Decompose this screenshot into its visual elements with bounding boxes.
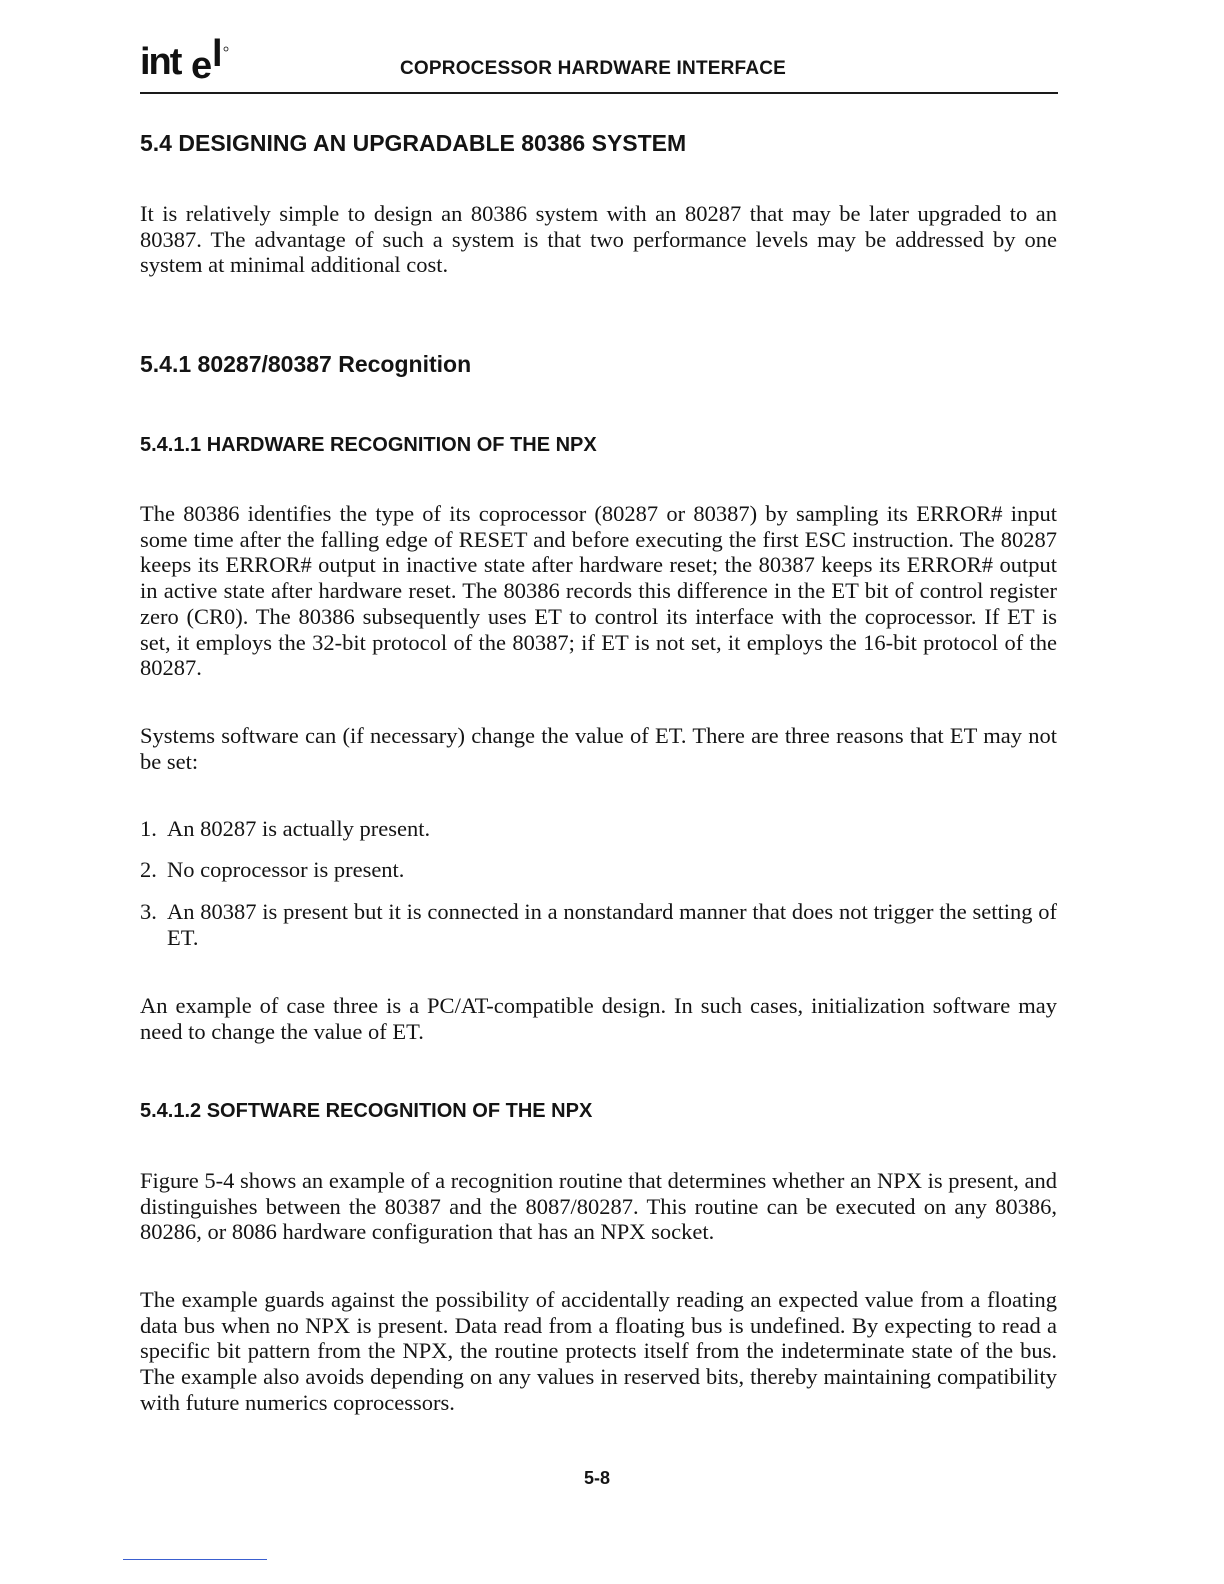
hardware-paragraph-3: An example of case three is a PC/AT-compatible design. In such cases, initialization software may need to change the value of ET. bbox=[140, 993, 1057, 1044]
svg-text:l: l bbox=[212, 38, 223, 75]
intro-paragraph: It is relatively simple to design an 80386 system with an 80287 that may be later upgraded to an 80387. The advantage of such a system is that two performance levels may be addressed by one system at minimal additional cost. bbox=[140, 201, 1057, 278]
list-item bbox=[140, 857, 1057, 883]
list-item bbox=[140, 899, 1057, 950]
page-number: 5-8 bbox=[584, 1468, 611, 1488]
hardware-paragraph-2: Systems software can (if necessary) change the value of ET. There are three reasons that ET may not be set: bbox=[140, 723, 1057, 774]
list-number: 3. bbox=[140, 899, 157, 924]
section-heading: 5.4 DESIGNING AN UPGRADABLE 80386 SYSTEM bbox=[140, 130, 687, 156]
header-rule bbox=[140, 92, 1058, 94]
software-recognition-heading: 5.4.1.2 SOFTWARE RECOGNITION OF THE NPX bbox=[140, 1100, 593, 1122]
list-text: An 80387 is present but it is connected in a nonstandard manner that does not trigger the setting of ET. bbox=[167, 899, 1057, 950]
software-paragraph-2: The example guards against the possibility of accidentally reading an expected value from a floating data bus when no NPX is present. Data read from a floating bus is undefined. By expecting to read a specific bit pattern from the NPX, the routine protects itself from the indeterminate state of the bus. The example also avoids depending on any values in reserved bits, thereby maintaining compatibility with future numerics coprocessors. bbox=[140, 1287, 1057, 1415]
running-head: COPROCESSOR HARDWARE INTERFACE bbox=[400, 58, 787, 79]
intel-logo bbox=[140, 38, 240, 90]
list-text: No coprocessor is present. bbox=[167, 857, 405, 882]
subsection-heading: 5.4.1 80287/80387 Recognition bbox=[140, 351, 472, 377]
list-number: 2. bbox=[140, 857, 157, 882]
hardware-recognition-heading: 5.4.1.1 HARDWARE RECOGNITION OF THE NPX bbox=[140, 434, 597, 456]
svg-text:int: int bbox=[140, 41, 181, 83]
hardware-paragraph-1: The 80386 identifies the type of its coprocessor (80287 or 80387) by sampling its ERROR# input some time after the falling edge of RESET and before executing the first ESC instruction. The 80287 keeps its ERROR# output in inactive state after hardware reset; the 80387 keeps its ERROR# output in active state after hardware reset. The 80386 records this difference in the ET bit of control register zero (CR0). The 80386 subsequently uses ET to control its interface with the coprocessor. If ET is set, it employs the 32-bit protocol of the 80387; if ET is not set, it employs the 16-bit protocol of the 80287. bbox=[140, 501, 1057, 681]
list-item bbox=[140, 816, 1057, 842]
scan-artifact-line bbox=[123, 1559, 267, 1560]
list-number: 1. bbox=[140, 816, 157, 841]
list-text: An 80287 is actually present. bbox=[167, 816, 431, 841]
software-paragraph-1: Figure 5-4 shows an example of a recognition routine that determines whether an NPX is present, and distinguishes between the 80387 and the 8087/80287. This routine can be executed on any 80386, 80286, or 8086 hardware configuration that has an NPX socket. bbox=[140, 1168, 1057, 1245]
svg-text:e: e bbox=[191, 45, 212, 87]
